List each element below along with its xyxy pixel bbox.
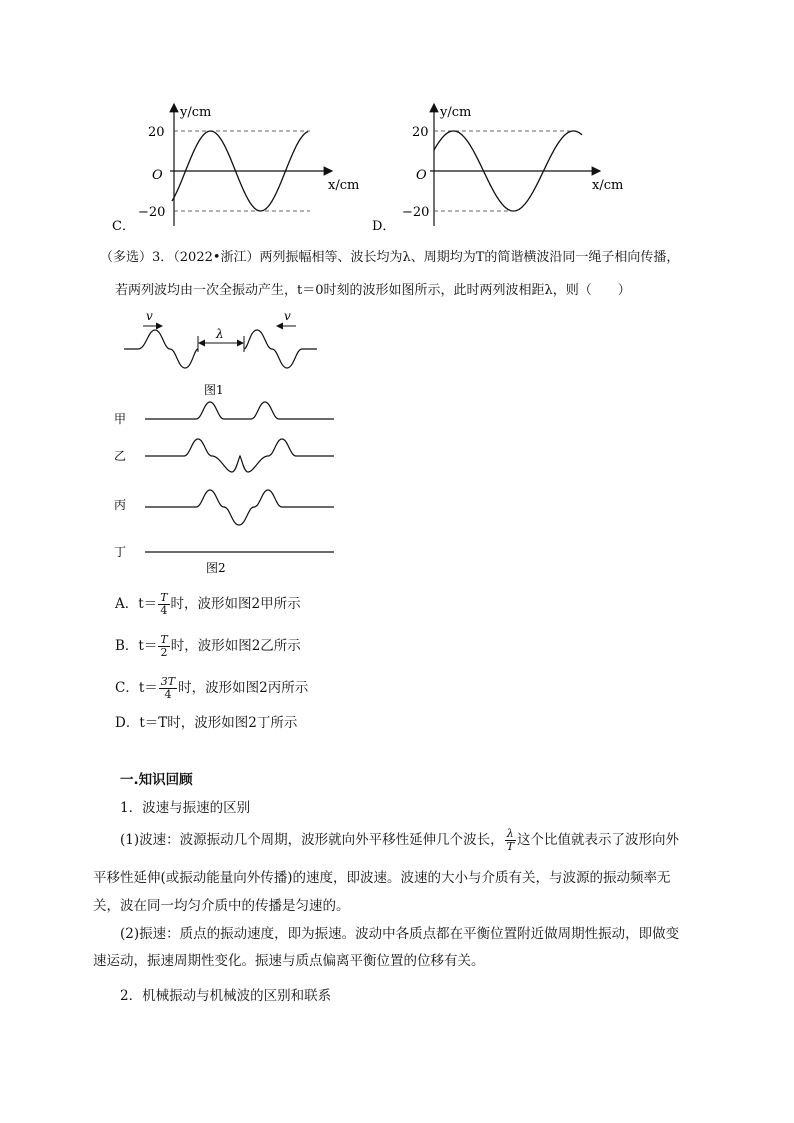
option-a-den: 4	[160, 604, 168, 617]
review-p1-frac-den: T	[506, 840, 514, 853]
row-label-bing: 丙	[114, 498, 127, 512]
option-c-suffix: 时，波形如图2丙所示	[178, 680, 309, 696]
origin-label: O	[152, 168, 163, 183]
option-a	[115, 592, 301, 617]
y-axis-label: y/cm	[180, 105, 212, 120]
option-c-num: 3T	[160, 675, 176, 688]
option-a-fraction	[158, 592, 169, 617]
question-line-1: （多选）3．（2022•浙江）两列振幅相等、波长均为λ、周期均为T的简谐横波沿同一绳子相向传播，	[100, 250, 680, 265]
lambda-label: λ	[216, 327, 224, 341]
option-b-prefix: B．t＝	[115, 638, 158, 654]
review-p2-line1: (2)振速：质点的振动速度，即为振速。波动中各质点都在平衡位置附近做周期性振动，即做变	[120, 926, 680, 942]
question-line-2: 若两列波均由一次全振动产生，t＝0时刻的波形如图所示，此时两列波相距λ，则（ ）	[115, 283, 631, 298]
review-p1-line3: 关，波在同一均匀介质中的传播是匀速的。	[93, 898, 350, 914]
wave-yi	[145, 439, 334, 472]
y-tick-bottom: −20	[138, 205, 166, 220]
review-heading: 一.知识回顾	[120, 772, 193, 788]
row-label-ding: 丁	[114, 545, 127, 559]
option-b-fraction	[158, 634, 169, 659]
figure-1	[110, 308, 340, 400]
review-p1-fraction	[505, 828, 516, 853]
review-p1-line2: 平移性延伸(或振动能量向外传播)的速度，即波速。波速的大小与介质有关，与波源的振动频率无	[93, 870, 671, 886]
option-b-num: T	[160, 633, 168, 646]
x-axis-label: x/cm	[592, 178, 624, 193]
y-tick-top: 20	[412, 125, 429, 140]
left-wave-pulse	[124, 330, 198, 368]
wave-bing	[145, 490, 334, 525]
option-label: D．	[372, 219, 396, 234]
option-a-prefix: A．t＝	[115, 596, 158, 612]
option-b	[115, 634, 301, 659]
row-label-jia: 甲	[114, 412, 127, 426]
option-c-fraction	[159, 676, 177, 701]
row-label-yi: 乙	[114, 449, 127, 463]
option-a-suffix: 时，波形如图2甲所示	[170, 596, 301, 612]
figure-2-caption: 图2	[206, 561, 226, 575]
review-p1-start: (1)波速：波源振动几个周期，波形就向外平移性延伸几个波长，	[120, 832, 504, 848]
option-c-prefix: C．t＝	[115, 680, 158, 696]
x-axis-label: x/cm	[328, 178, 360, 193]
option-label: C．	[112, 219, 135, 234]
origin-label: O	[416, 168, 427, 183]
v-label-right: v	[284, 309, 291, 323]
option-c	[115, 676, 308, 701]
option-b-suffix: 时，波形如图2乙所示	[170, 638, 301, 654]
y-tick-top: 20	[148, 125, 165, 140]
figure-2	[108, 392, 348, 578]
y-tick-bottom: −20	[402, 205, 430, 220]
review-p1-line1	[120, 828, 679, 853]
review-item-1: 1．波速与振速的区别	[120, 800, 251, 816]
option-c-den: 4	[164, 688, 172, 701]
option-b-den: 2	[160, 646, 168, 659]
wave-jia	[145, 402, 334, 419]
right-wave-pulse	[244, 330, 317, 368]
review-item-2: 2．机械振动与机械波的区别和联系	[120, 988, 332, 1004]
option-a-num: T	[160, 591, 168, 604]
review-p1-frac-num: λ	[505, 828, 516, 841]
figure-1-caption: 图1	[204, 383, 224, 397]
graph-c	[100, 98, 380, 238]
graph-d	[360, 98, 660, 238]
option-d: D．t＝T时，波形如图2丁所示	[115, 715, 298, 731]
v-label-left: v	[146, 309, 153, 323]
y-axis-label: y/cm	[440, 105, 472, 120]
review-p2-line2: 速运动，振速周期性变化。振速与质点偏离平衡位置的位移有关。	[93, 953, 485, 969]
review-p1-end: 这个比值就表示了波形向外	[516, 832, 679, 848]
